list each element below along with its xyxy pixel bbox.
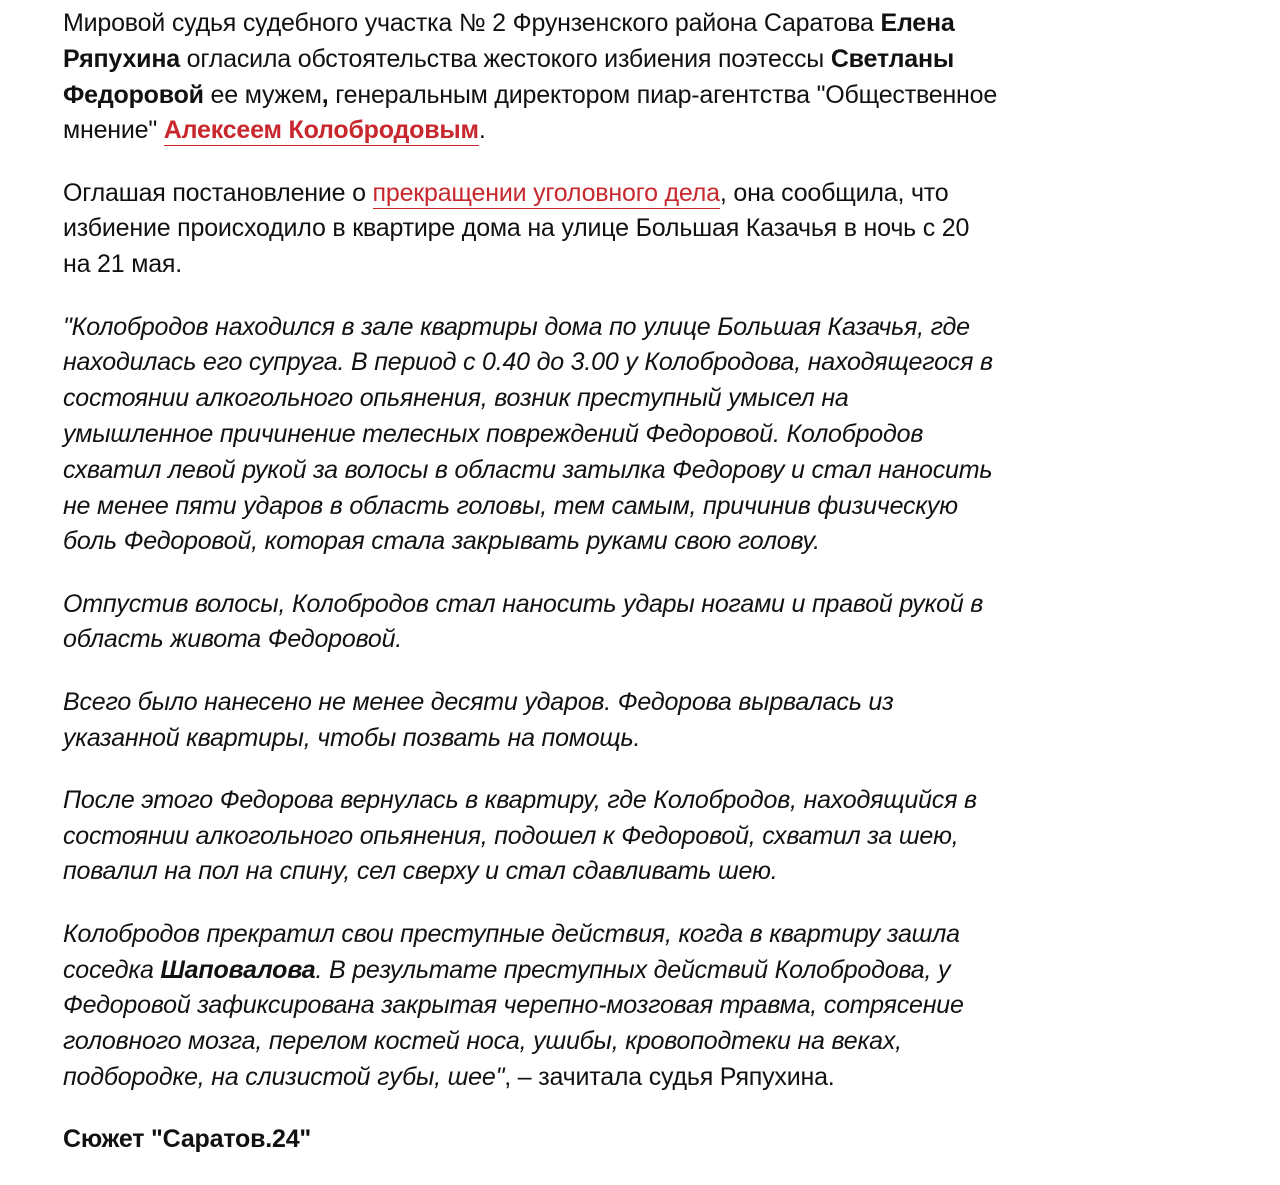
announcement-text-1: Оглашая постановление о: [63, 178, 373, 207]
judge-name: Елена Ряпухина: [63, 9, 955, 73]
victim-name: Светланы Федоровой: [63, 44, 955, 109]
quote-paragraph-3: Всего было нанесено не менее десяти ударов. Федорова вырвалась из указанной квартиры, чтобы позвать на помощь.: [63, 687, 894, 752]
intro-text-3: ее мужем: [203, 80, 322, 109]
quote-paragraph-5: [63, 917, 1003, 1096]
paragraph-announcement: [63, 176, 1003, 283]
case-termination-link[interactable]: прекращении уголовного дела: [372, 178, 720, 207]
intro-text-4: генеральным директором пиар-агентства "Общественное мнение": [63, 80, 998, 145]
quote-paragraph-1: "Колобродов находился в зале квартиры дома по улице Большая Казачья, где находилась его супруга. В период с 0.40 до 3.00 у Колобродова, находящегося в состоянии алкогольного опьянения, возник преступный умысел на умышленное причинение телесных повреждений Федоровой. Колобродов схватил левой рукой за волосы в области затылка Федорову и стал наносить не менее пяти ударов в область головы, тем самым, причинив физическую боль Федоровой, которая стала закрывать руками свою голову.: [63, 312, 993, 556]
intro-text-5: .: [478, 116, 486, 145]
quote5-attribution: , – зачитала судья Ряпухина.: [504, 1062, 835, 1091]
accused-person-link[interactable]: Алексеем Колобродовым: [163, 116, 479, 145]
announcement-text-2: , она сообщила, что избиение происходило в квартире дома на улице Большая Казачья в ночь с 20 на 21 мая.: [63, 178, 970, 279]
intro-comma: ,: [321, 80, 329, 109]
story-label: Сюжет "Саратов.24": [63, 1125, 312, 1154]
paragraph-intro: [63, 6, 1003, 149]
neighbor-name: Шаповалова: [160, 955, 316, 984]
intro-text-2: огласила обстоятельства жестокого избиения поэтессы: [179, 44, 831, 73]
quote-paragraph-2: Отпустив волосы, Колобродов стал наносить удары ногами и правой рукой в область живота Федоровой.: [63, 589, 984, 654]
article-body: [63, 6, 1003, 1185]
intro-text-1: Мировой судья судебного участка № 2 Фрунзенского района Саратова: [63, 9, 881, 37]
quote5-text-1: Колобродов прекратил свои преступные действия, когда в квартиру зашла соседка: [63, 919, 960, 984]
quote-paragraph-4: После этого Федорова вернулась в квартиру, где Колобродов, находящийся в состоянии алкогольного опьянения, подошел к Федоровой, схватил за шею, повалил на пол на спину, сел сверху и стал сдавливать шею.: [63, 785, 977, 886]
quote5-text-2: . В результате преступных действий Колобродова, у Федоровой зафиксирована закрытая черепно-мозговая травма, сотрясение головного мозга, перелом костей носа, ушибы, кровоподтеки на веках, подбородке, на слизистой губы, шее": [63, 955, 964, 1091]
